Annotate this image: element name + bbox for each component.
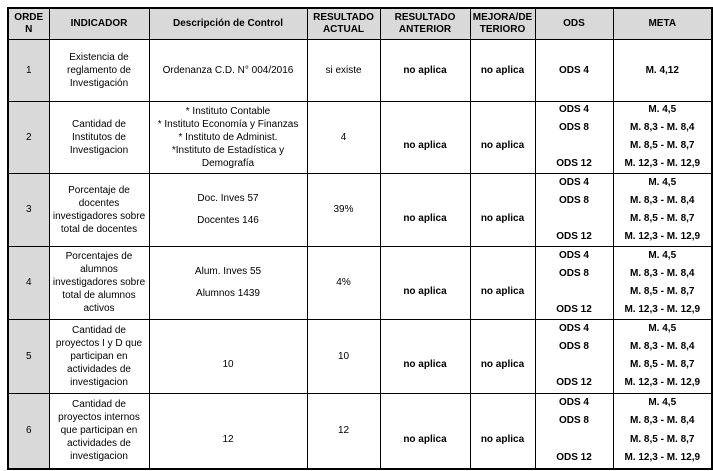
- cell-orden: [8, 39, 49, 101]
- header-resultado-anterior: RESULTADO ANTERIOR: [380, 8, 470, 39]
- meta-line: M. 12,3 - M. 12,9: [624, 452, 701, 464]
- cell-orden: [8, 246, 49, 319]
- cell-mejora-deterioro: [470, 319, 535, 393]
- resultado-actual-value: 4: [340, 131, 347, 143]
- ods-line: ODS 4: [558, 396, 589, 408]
- resultado-anterior-value: no aplica: [403, 64, 447, 76]
- resultado-actual-value: 10: [337, 350, 350, 362]
- cell-ods: [535, 173, 613, 246]
- meta-line: M. 12,3 - M. 12,9: [624, 303, 701, 315]
- cell-meta: [613, 393, 712, 469]
- meta-line: M. 4,5: [648, 176, 677, 188]
- cell-ods: [535, 39, 613, 101]
- cell-resultado-anterior: [380, 319, 470, 393]
- cell-ods: [535, 246, 613, 319]
- meta-line: M. 8,3 - M. 8,4: [630, 194, 695, 206]
- orden-value: 1: [25, 64, 32, 76]
- cell-orden: [8, 393, 49, 469]
- cell-descripcion: [149, 173, 307, 246]
- descripcion-text: 10: [222, 359, 234, 371]
- cell-ods: [535, 101, 613, 173]
- cell-mejora-deterioro: [470, 173, 535, 246]
- orden-value: 6: [25, 425, 32, 436]
- descripcion-text: Ordenanza C.D. N° 004/2016: [162, 64, 294, 76]
- meta-line: M. 4,5: [648, 249, 677, 261]
- descripcion-text: [152, 265, 305, 300]
- header-indicador: INDICADOR: [49, 8, 149, 39]
- header-meta: META: [613, 8, 712, 39]
- meta-value: M. 4,12: [645, 64, 679, 76]
- cell-orden: [8, 319, 49, 393]
- table-row: [8, 101, 712, 173]
- header-orden: ORDEN: [8, 8, 49, 39]
- ods-line: ODS 12: [556, 452, 592, 464]
- resultado-anterior-value: no aplica: [403, 212, 447, 224]
- header-resultado-actual: RESULTADO ACTUAL: [307, 8, 380, 39]
- mejora-deterioro-value: no aplica: [480, 139, 525, 151]
- ods-line: ODS 12: [556, 157, 592, 169]
- header-ods: ODS: [535, 8, 613, 39]
- cell-indicador: [49, 101, 149, 173]
- orden-value: 2: [25, 131, 32, 143]
- table-row: [8, 393, 712, 469]
- cell-descripcion: [149, 319, 307, 393]
- cell-indicador: [49, 173, 149, 246]
- ods-line: ODS 12: [556, 230, 592, 242]
- indicador-text: Porcentajes de alumnos investigadores sobre total de alumnos activos: [52, 251, 146, 314]
- cell-meta: [613, 39, 712, 101]
- mejora-deterioro-value: no aplica: [480, 64, 525, 76]
- meta-line: M. 4,5: [648, 104, 677, 116]
- cell-resultado-actual: [307, 101, 380, 173]
- cell-resultado-actual: [307, 39, 380, 101]
- meta-line: M. 8,3 - M. 8,4: [630, 340, 695, 352]
- descripcion-line: * Instituto Contable: [185, 105, 271, 117]
- table-row: [8, 319, 712, 393]
- meta-line: M. 8,5 - M. 8,7: [630, 212, 695, 224]
- cell-meta: [613, 246, 712, 319]
- descripcion-line: Doc. Inves 57: [197, 193, 259, 204]
- resultado-actual-value: 12: [337, 425, 350, 436]
- resultado-actual-value: si existe: [325, 64, 362, 76]
- ods-line: ODS 12: [556, 377, 592, 389]
- cell-mejora-deterioro: [470, 246, 535, 319]
- resultado-actual-value: 39%: [333, 204, 354, 215]
- meta-line: M. 4,5: [648, 322, 677, 334]
- cell-resultado-anterior: [380, 101, 470, 173]
- meta-line: M. 8,5 - M. 8,7: [630, 433, 695, 445]
- meta-line: M. 12,3 - M. 12,9: [624, 377, 701, 389]
- cell-mejora-deterioro: [470, 39, 535, 101]
- cell-resultado-anterior: [380, 39, 470, 101]
- meta-line: M. 8,3 - M. 8,4: [630, 122, 695, 134]
- indicador-text: Cantidad de Institutos de Investigacion: [69, 118, 129, 156]
- indicadores-table: [7, 7, 713, 470]
- ods-line: ODS 8: [558, 267, 589, 279]
- descripcion-text: [152, 105, 305, 170]
- resultado-anterior-value: no aplica: [403, 285, 447, 297]
- cell-orden: [8, 173, 49, 246]
- header-descripcion-de-control: Descripción de Control: [149, 8, 307, 39]
- ods-line: ODS 8: [558, 122, 589, 134]
- cell-meta: [613, 319, 712, 393]
- cell-meta: [613, 173, 712, 246]
- ods-value: ODS 4: [558, 64, 589, 76]
- table-row: [8, 246, 712, 319]
- indicador-text: Cantidad de proyectos internos que participan en actividades de investigacion: [58, 399, 140, 462]
- descripcion-line: * Instituto de Administ.: [178, 131, 278, 143]
- descripcion-line: Docentes 146: [197, 215, 259, 226]
- descripcion-line: * Instituto Economía y Finanzas: [157, 118, 299, 130]
- cell-indicador: [49, 39, 149, 101]
- cell-indicador: [49, 246, 149, 319]
- mejora-deterioro-value: no aplica: [480, 212, 525, 224]
- meta-line: M. 12,3 - M. 12,9: [624, 230, 701, 242]
- cell-meta: [613, 101, 712, 173]
- cell-resultado-actual: [307, 393, 380, 469]
- meta-line: M. 8,5 - M. 8,7: [630, 139, 695, 151]
- cell-resultado-actual: [307, 246, 380, 319]
- meta-line: M. 12,3 - M. 12,9: [624, 157, 701, 169]
- orden-value: 4: [25, 277, 32, 288]
- meta-line: M. 8,3 - M. 8,4: [630, 415, 695, 427]
- ods-line: ODS 12: [556, 303, 592, 315]
- ods-line: ODS 8: [558, 340, 589, 352]
- meta-line: M. 8,3 - M. 8,4: [630, 267, 695, 279]
- ods-line: ODS 8: [558, 415, 589, 427]
- descripcion-text: [152, 192, 305, 227]
- cell-descripcion: [149, 246, 307, 319]
- orden-value: 3: [25, 204, 32, 215]
- indicador-text: Existencia de reglamento de Investigación: [67, 51, 131, 89]
- ods-line: ODS 4: [558, 249, 589, 261]
- cell-resultado-anterior: [380, 173, 470, 246]
- cell-descripcion: [149, 39, 307, 101]
- ods-line: ODS 4: [558, 176, 589, 188]
- cell-orden: [8, 101, 49, 173]
- cell-mejora-deterioro: [470, 101, 535, 173]
- mejora-deterioro-value: no aplica: [480, 433, 525, 445]
- cell-resultado-anterior: [380, 393, 470, 469]
- cell-mejora-deterioro: [470, 393, 535, 469]
- resultado-actual-value: 4%: [336, 277, 351, 288]
- descripcion-line: *Instituto de Estadística y Demografía: [171, 144, 285, 169]
- resultado-anterior-value: no aplica: [403, 139, 447, 151]
- meta-line: M. 8,5 - M. 8,7: [630, 359, 695, 371]
- ods-line: ODS 8: [558, 194, 589, 206]
- table-row: [8, 39, 712, 101]
- header-row: [8, 8, 712, 39]
- ods-line: ODS 4: [558, 322, 589, 334]
- cell-indicador: [49, 319, 149, 393]
- descripcion-line: Alumnos 1439: [196, 288, 260, 299]
- cell-resultado-actual: [307, 173, 380, 246]
- cell-descripcion: [149, 393, 307, 469]
- mejora-deterioro-value: no aplica: [480, 285, 525, 297]
- header-mejora-deterioro: MEJORA/DETERIORO: [470, 8, 535, 39]
- descripcion-line: Alum. Inves 55: [194, 266, 262, 277]
- meta-line: M. 4,5: [648, 396, 677, 408]
- indicador-text: Porcentaje de docentes investigadores sobre total de docentes: [52, 184, 146, 235]
- cell-resultado-anterior: [380, 246, 470, 319]
- cell-descripcion: [149, 101, 307, 173]
- indicador-text: Cantidad de proyectos I y D que participan en actividades de investigacion: [55, 324, 143, 388]
- table-row: [8, 173, 712, 246]
- meta-line: M. 8,5 - M. 8,7: [630, 285, 695, 297]
- cell-indicador: [49, 393, 149, 469]
- cell-ods: [535, 319, 613, 393]
- resultado-anterior-value: no aplica: [403, 359, 447, 371]
- ods-line: ODS 4: [558, 104, 589, 116]
- cell-ods: [535, 393, 613, 469]
- descripcion-text: 12: [222, 433, 234, 445]
- resultado-anterior-value: no aplica: [403, 433, 447, 445]
- cell-resultado-actual: [307, 319, 380, 393]
- mejora-deterioro-value: no aplica: [480, 359, 525, 371]
- orden-value: 5: [25, 350, 32, 362]
